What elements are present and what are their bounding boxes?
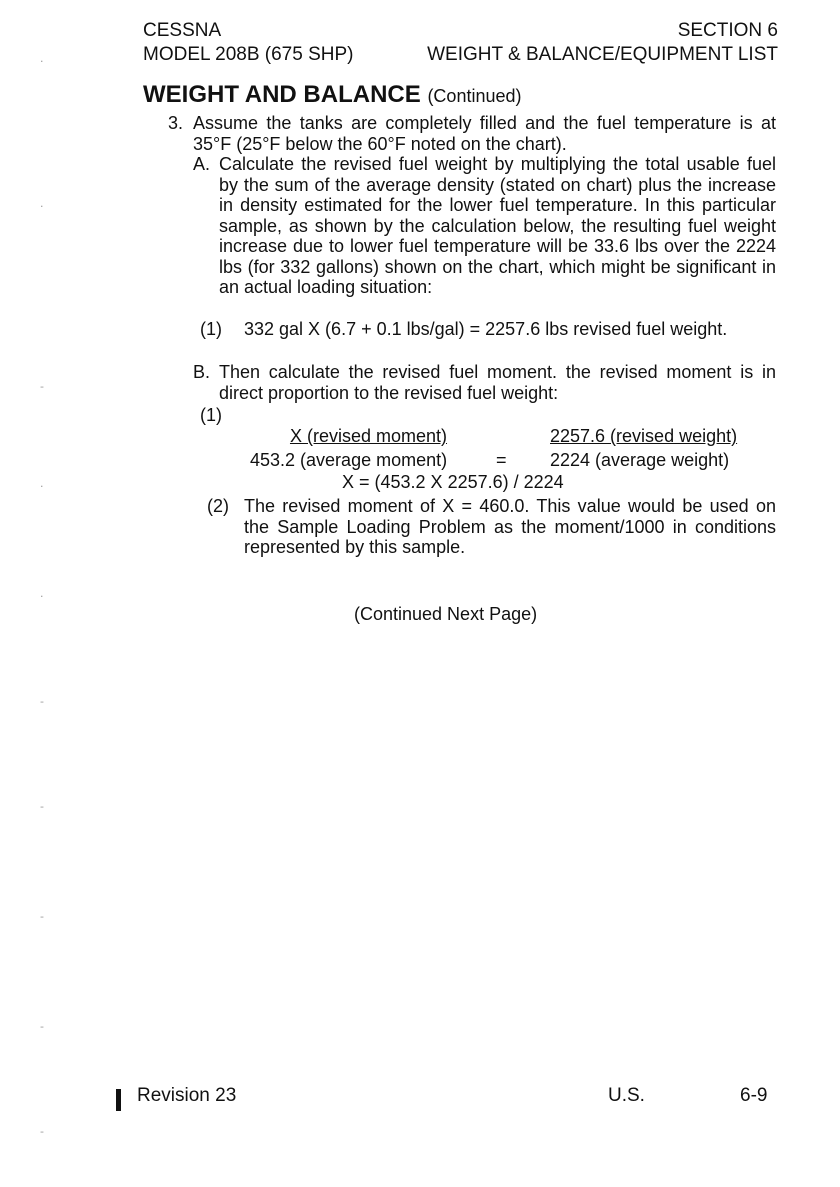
page-title [143,81,522,110]
header-manufacturer: CESSNA [143,20,222,41]
header-model: MODEL 208B (675 SHP) [143,44,354,65]
header-section: SECTION 6 [677,20,778,41]
header-section-title: WEIGHT & BALANCE/EQUIPMENT LIST [427,44,778,65]
step-a-text: Calculate the revised fuel weight by multiplying the total usable fuel by the sum of the average density (stated on chart) plus the increase in density estimated for the lower fuel temperature. In this particular sample, as shown by the calculation below, the resulting fuel weight increase due to lower fuel temperature will be 33.6 lbs over the 2224 lbs (for 332 gallons) shown on the chart, which might be significant in an actual loading situation: [219,154,776,297]
equation-denominator-left: 453.2 (average moment) [250,450,448,470]
continued-note: (Continued Next Page) [354,604,538,624]
equation-equals: = [496,450,507,470]
page-title-suffix: (Continued) [427,86,522,106]
step-b-text: Then calculate the revised fuel moment. the revised moment is in direct proportion to the revised fuel weight: [219,362,776,403]
footer-revision: Revision 23 [137,1085,237,1106]
step-a1-marker: (1) [200,319,222,339]
step-a1-text: 332 gal X (6.7 + 0.1 lbs/gal) = 2257.6 lbs revised fuel weight. [244,319,728,339]
step-b-marker: B. [193,362,211,382]
revision-bar [116,1089,121,1111]
margin-mark: · [40,55,44,68]
margin-mark: - [40,800,44,813]
equation-numerator-left: X (revised moment) [289,426,448,446]
footer-region: U.S. [608,1085,645,1106]
step-b2-marker: (2) [207,496,229,516]
page-title-main: WEIGHT AND BALANCE [143,81,421,108]
margin-mark: - [40,695,44,708]
margin-mark: · [40,480,44,493]
step-3-marker: 3. [168,113,184,133]
margin-mark: - [40,1125,44,1138]
equation-numerator-right: 2257.6 (revised weight) [550,426,738,446]
footer-page-number: 6-9 [740,1085,768,1106]
step-b1-marker: (1) [200,405,222,425]
margin-mark: - [40,910,44,923]
equation-denominator-right: 2224 (average weight) [550,450,730,470]
margin-mark: - [40,1020,44,1033]
margin-mark: · [40,590,44,603]
step-a-marker: A. [193,154,211,174]
step-b2-text: The revised moment of X = 460.0. This value would be used on the Sample Loading Problem as the moment/1000 in conditions represented by this sample. [244,496,776,557]
margin-mark: - [40,380,44,393]
step-3-text: Assume the tanks are completely filled and the fuel temperature is at 35°F (25°F below the 60°F noted on the chart). [193,113,776,154]
equation-solve: X = (453.2 X 2257.6) / 2224 [342,472,564,492]
margin-mark: · [40,200,44,213]
